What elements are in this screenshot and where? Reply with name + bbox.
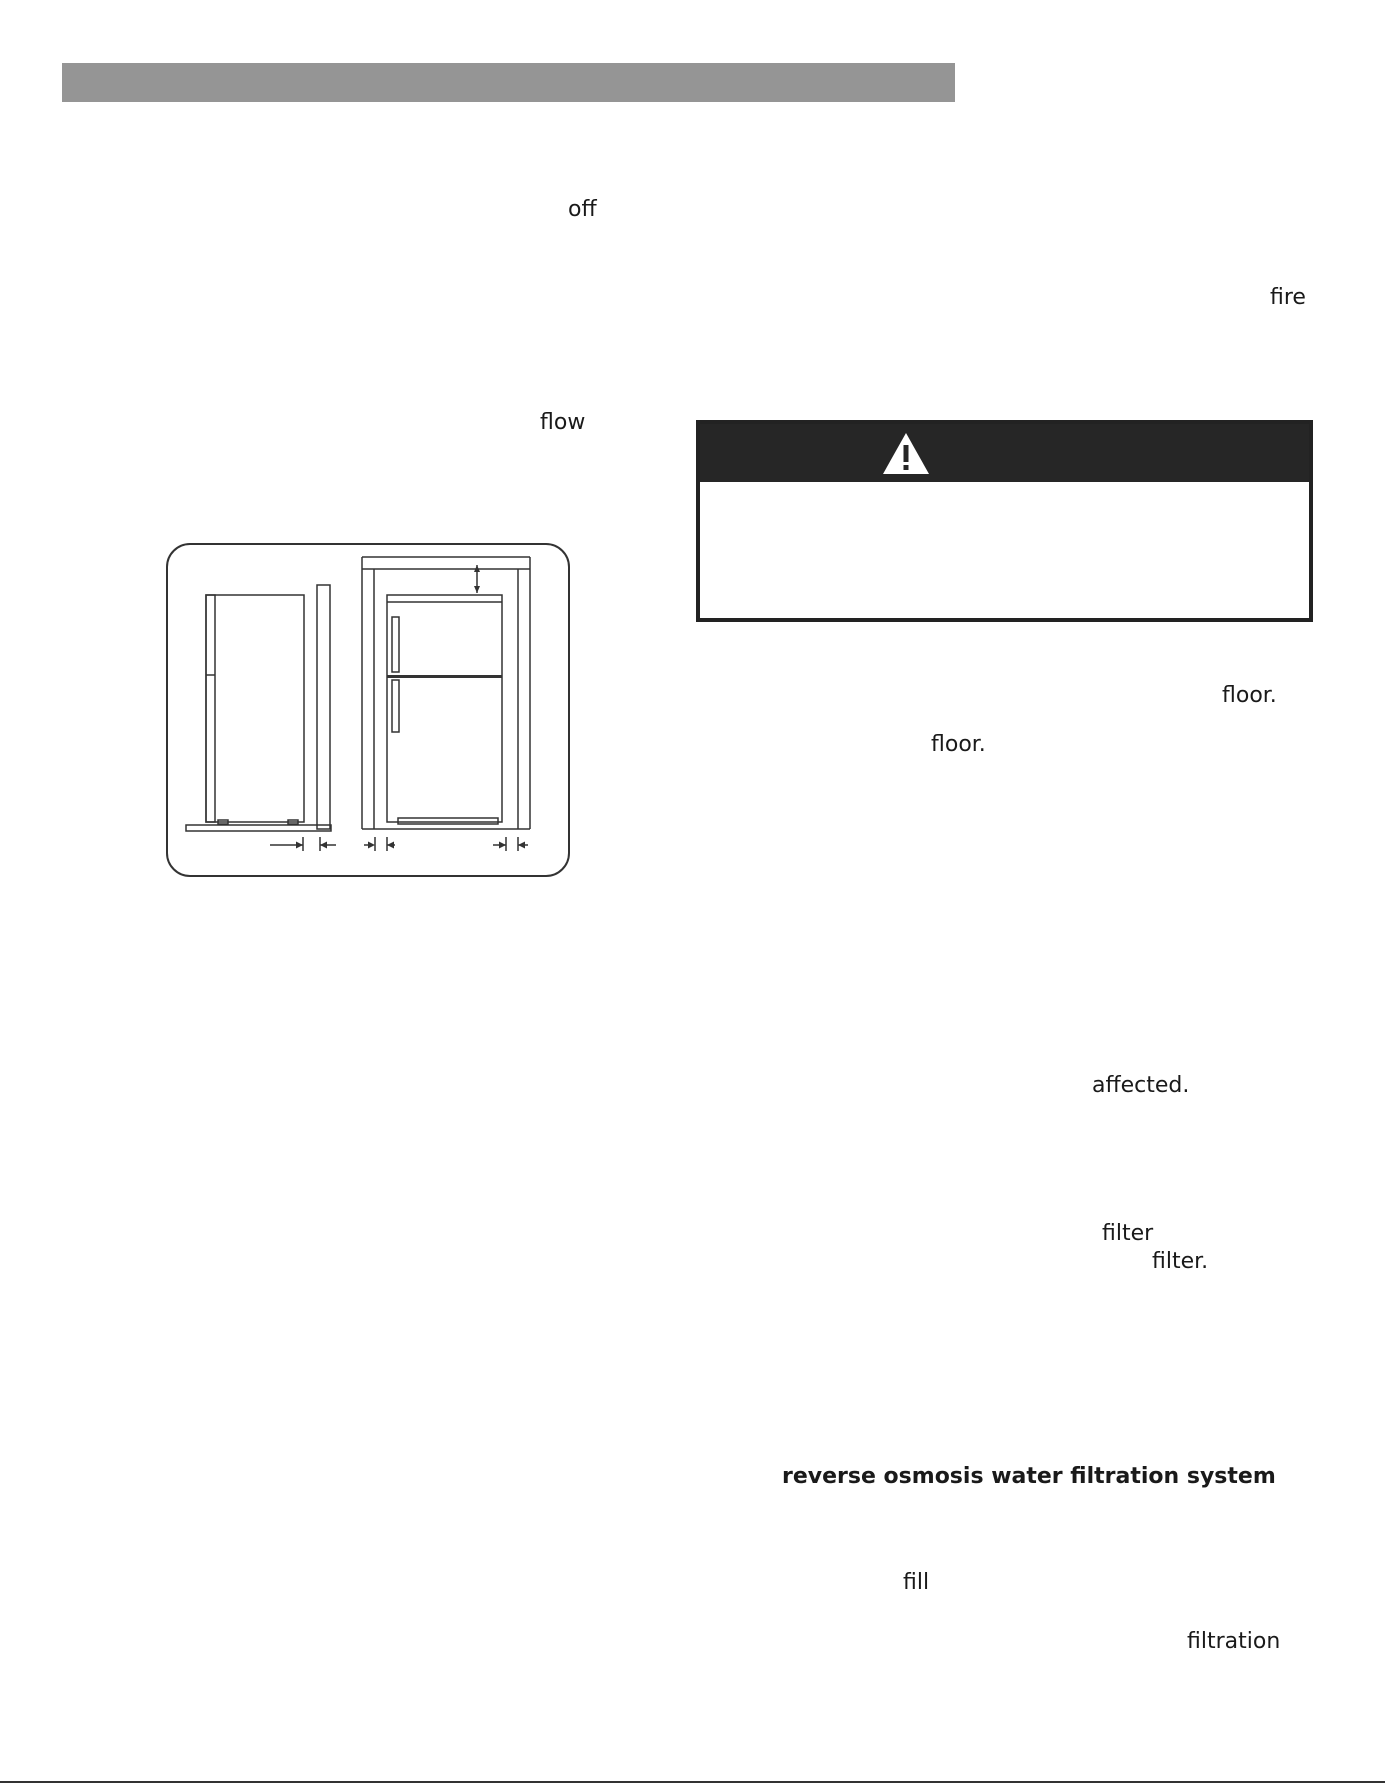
text-fragment-filter-1: filter [1102,1221,1154,1246]
refrigerator-clearance-diagram [168,545,568,875]
warning-triangle-icon [881,430,931,476]
footer-rule [0,1781,1385,1783]
text-fragment-fill: fill [903,1570,930,1595]
warning-header [700,424,1309,482]
section-header-bar [62,63,955,102]
text-fragment-ro-system: reverse osmosis water filtration system [782,1464,1276,1489]
text-fragment-floor-2: floor. [931,732,986,757]
text-fragment-affected: affected. [1092,1073,1190,1098]
text-fragment-floor-1: floor. [1222,683,1277,708]
text-fragment-fire: fire [1270,285,1306,310]
text-fragment-filter-2: filter. [1152,1249,1209,1274]
warning-box [696,420,1313,622]
text-fragment-flow: flow [540,410,586,435]
clearance-diagram-frame [166,543,570,877]
text-fragment-filtration: filtration [1187,1629,1281,1654]
text-fragment-off: off [568,197,597,222]
